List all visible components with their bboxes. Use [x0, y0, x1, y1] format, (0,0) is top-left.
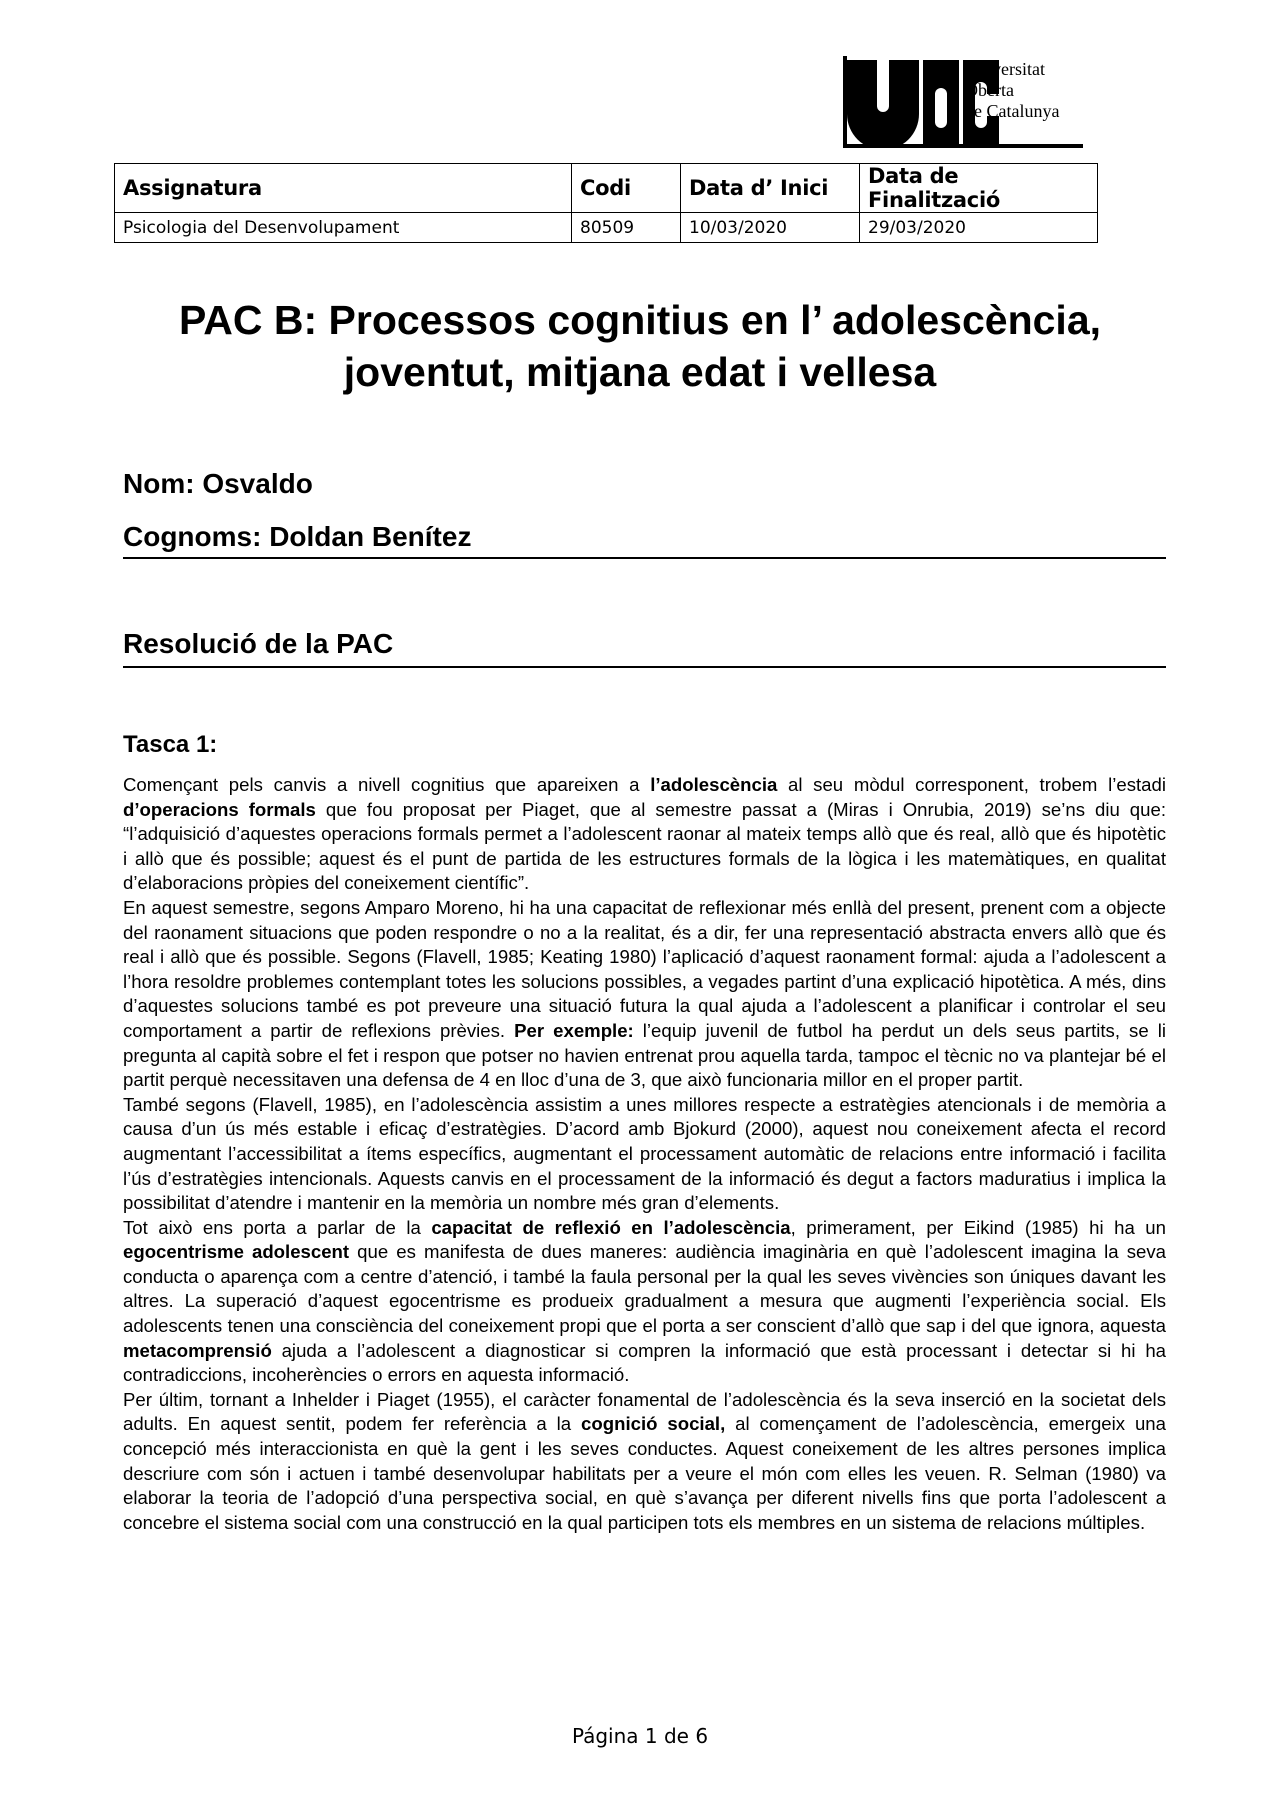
bold-text: Per exemple:: [514, 1019, 634, 1041]
bold-text: egocentrisme adolescent: [123, 1241, 350, 1263]
course-info-table: [114, 163, 1098, 243]
logo-line: Oberta: [965, 80, 1014, 100]
text-run: Per últim, tornant a Inhelder i Piaget (1955), el caràcter fonamental de l’adolescència és la seva inserció en la societat dels adults. En aquest sentit, podem fer referència a la: [123, 1388, 1166, 1435]
bold-text: capacitat de reflexió en l’adolescència: [431, 1216, 791, 1238]
paragraph: [123, 1388, 1166, 1536]
text-run: al seu mòdul corresponent, trobem l’estadi: [777, 774, 1166, 795]
text-run: que es manifesta de dues maneres: audiència imaginària en què l’adolescent imagina la seva conducta o aparença com a centre d’atenció, i també la faula personal per la qual les seves vivències son úniques davant les altres. La superació d’aquest egocentrisme es produeix gradualment a mesura que augmenti l’experiència social. Els adolescents tenen una consciència del coneixement propi que el porta a ser conscient d’allò que sap i del que ignora, aquesta: [123, 1241, 1166, 1337]
bold-text: l’adolescència: [650, 774, 778, 795]
logo-line: de Catalunya: [965, 101, 1060, 121]
text-run: En aquest semestre, segons Amparo Moreno, hi ha una capacitat de reflexionar més enllà del present, prenent com a objecte del raonament situacions que poden respondre o no a la realitat, és a dir, fer una representació abstracta envers allò que és real i allò que és possible. Segons (Flavell, 1985; Keating 1980) l’aplicació d’aquest raonament formal: ajuda a l’adolescent a l’hora resoldre problemes contemplant totes les solucions possibles, a vegades partint d’una explicació hipotètica. A més, dins d’aquestes solucions també es pot preveure una situació futura la qual ajuda a l’adolescent a planificar i controlar el seu comportament a partir de reflexions prèvies.: [123, 896, 1166, 1041]
text-run: , primerament, per Eikind (1985) hi ha un: [790, 1216, 1166, 1238]
text-run: l’equip juvenil de futbol ha perdut un dels seus partits, se li pregunta al capità sobre el fet i respon que potser no havien entrenat prou aquella tarda, tampoc el tècnic no va plantejar bé el partit perquè necessitaven una defensa de 4 en lloc d’una de 3, que això funcionaria millor en el proper partit.: [123, 1019, 1166, 1091]
header-cell: Data d’ Inici: [681, 164, 860, 213]
document-title: PAC B: Processos cognitius en l’ adolescència, joventut, mitjana edat i vellesa: [178, 297, 1102, 395]
cell-code: 80509: [572, 213, 681, 243]
header-cell: Assignatura: [115, 164, 572, 213]
logo-text: [965, 59, 1059, 122]
text-run: Començant pels canvis a nivell cognitius que apareixen a: [123, 774, 651, 795]
text-run: que fou proposat per Piaget, que al semestre passat a (Miras i Onrubia, 2019) se’ns diu que: “l’adquisició d’aquestes operacions formals permet a l’adolescent raonar al mateix temps allò que és real, allò que és hipotètic i allò que és possible; aquest és el punt de partida de les estructures formals de la lògica i les matemàtiques, en qualitat d’elaboracions pròpies del coneixement científic”.: [123, 798, 1166, 894]
cell-start-date: 10/03/2020: [681, 213, 860, 243]
text-run: Tot això ens porta a parlar de la: [123, 1216, 432, 1238]
student-surnames: Cognoms: Doldan Benítez: [123, 521, 472, 552]
paragraph: [123, 1093, 1166, 1216]
body-text: [123, 773, 1166, 1535]
logo-line: Universitat: [965, 59, 1045, 79]
paragraph: [123, 773, 1166, 896]
section-heading: Resolució de la PAC: [123, 628, 394, 659]
task-heading: Tasca 1:: [123, 731, 218, 758]
header-cell: Data de Finalització: [860, 164, 1098, 213]
text-run: També segons (Flavell, 1985), en l’adolescència assistim a unes millores respecte a estratègies atencionals i de memòria a causa d’un ús més estable i eficaç d’estratègies. D’acord amb Bjokurd (2000), aquest nou coneixement afecta el record augmentant l’accessibilitat a ítems específics, augmentant el processament automàtic de relacions entre informació i facilita l’ús d’estratègies intencionals. Aquests canvis en el processament de la informació és degut a factors maduratius i implica la possibilitat d’atendre i mantenir en la memòria un nombre més gran d’elements.: [123, 1093, 1166, 1214]
student-name: Nom: Osvaldo: [123, 468, 313, 499]
bold-text: cognició social,: [581, 1413, 726, 1435]
paragraph: [123, 896, 1166, 1093]
bold-text: metacomprensió: [123, 1339, 272, 1361]
paragraph: [123, 1216, 1166, 1388]
text-run: ajuda a l’adolescent a diagnosticar si compren la informació que està processant i detectar si hi ha contradiccions, incoherències o errors en aquesta informació.: [123, 1339, 1166, 1386]
text-run: al començament de l’adolescència, emergeix una concepció més interaccionista en què la gent i les seves conductes. Aquest coneixement de les altres persones implica descriure com són i actuen i també desenvolupar habilitats per a veure el món com elles les veuen. R. Selman (1980) va elaborar la teoria de l’adopció d’una perspectiva social, en què s’avança per diferent nivells fins que porta l’adolescent a concebre el sistema social com una construcció en la qual participen tots els membres en un sistema de relacions múltiples.: [123, 1413, 1166, 1533]
page-number: Página 1 de 6: [571, 1724, 709, 1748]
header-cell: Codi: [572, 164, 681, 213]
divider: [123, 557, 1166, 559]
divider: [123, 666, 1166, 668]
cell-end-date: 29/03/2020: [860, 213, 1098, 243]
cell-subject: Psicologia del Desenvolupament: [115, 213, 572, 243]
table-row: [115, 213, 1098, 243]
table-header-row: [115, 164, 1098, 213]
bold-text: d’operacions formals: [123, 798, 316, 820]
